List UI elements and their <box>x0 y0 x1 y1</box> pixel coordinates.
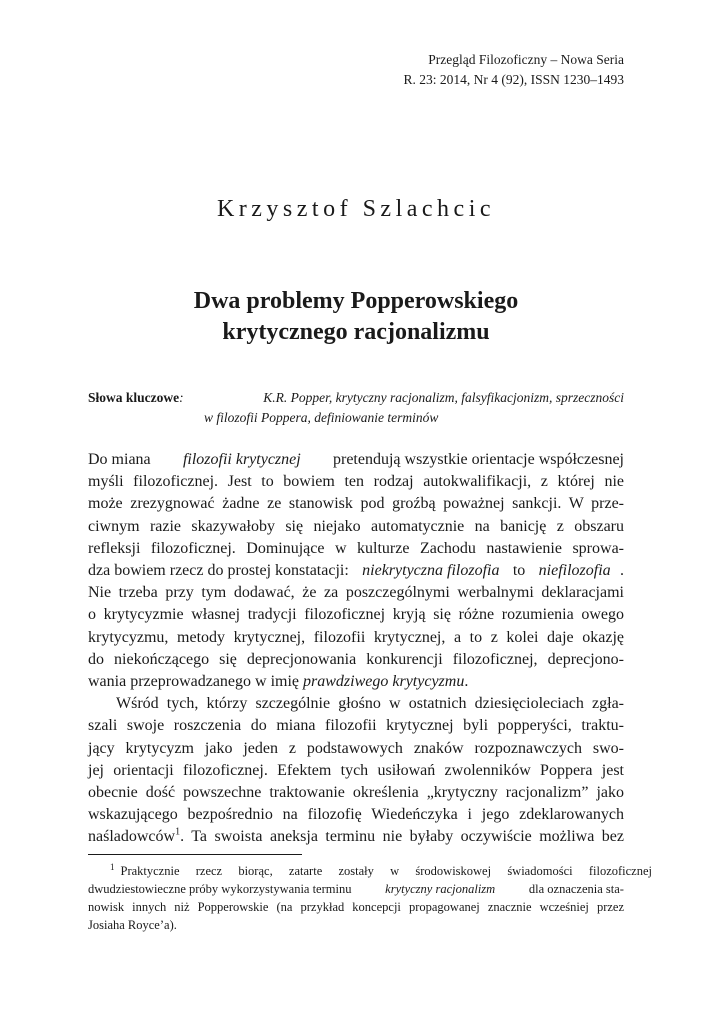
text-with-footnote <box>88 826 180 848</box>
article-title <box>88 286 624 348</box>
text-run: jący krytycyzm jako jeden z podstawowych znaków rozpoznawczych swo- <box>88 739 624 757</box>
text-run: Wśród tych, którzy szczególnie głośno w ostatnich dziesięcioleciach zgła- <box>116 695 624 713</box>
title-line-1: Dwa problemy Popperowskiego <box>193 288 519 314</box>
text-run: naśladowców <box>88 828 176 846</box>
body-line <box>88 560 624 582</box>
body-line <box>88 715 624 737</box>
text-run: Do miana <box>88 451 155 468</box>
footnote-text: dwudziestowieczne próby wykorzystywania terminu <box>88 882 355 896</box>
keywords-label: Słowa kluczowe <box>88 390 180 405</box>
body-line <box>88 582 624 604</box>
text-run: refleksji filozoficznej. Dominujące w kulturze Zachodu nastawienie sprowa- <box>88 539 624 557</box>
article-page <box>88 0 652 1024</box>
text-run: . Ta swoista aneksja terminu nie byłaby oczywiście możliwa bez <box>180 828 624 846</box>
text-run: pretendują wszystkie orientacje współczesnej <box>329 451 624 468</box>
footnote-line <box>88 916 624 934</box>
body-line <box>88 649 624 671</box>
footnote-line <box>88 898 624 916</box>
body-line <box>88 538 624 560</box>
italic-run: niekrytyczna filozofia <box>362 562 500 580</box>
footnote-line <box>88 861 652 880</box>
body-line <box>88 604 624 626</box>
text-run: szali swoje roszczenia do miana filozofii krytycznej byli popperyści, traktu- <box>88 717 624 735</box>
journal-volume: R. 23: 2014, Nr 4 (92), ISSN 1230–1493 <box>403 72 624 87</box>
keywords-colon: : <box>179 390 184 405</box>
body-line <box>88 671 624 693</box>
text-run: jej orientacji filozoficznej. Efektem tych usiłowań zwolenników Poppera jest <box>88 761 624 779</box>
paragraph-1 <box>88 449 624 693</box>
footnote-rule <box>88 854 302 855</box>
text-run: obecnie dość powszechne traktowanie określenia „krytyczny racjonalizm” jako <box>88 784 624 802</box>
text-run: może zrezygnować żadne ze stanowisk pod groźbą poważnej sankcji. W prze- <box>88 495 624 513</box>
text-run: . <box>464 673 469 691</box>
keywords-block <box>88 388 624 428</box>
keywords-text-2: w filozofii Poppera, definiowanie terminów <box>204 410 439 425</box>
italic-run: niefilozofia <box>538 562 611 580</box>
text-run: ciwnym razie skazywałoby się niejako automatycznie na banicję z obszaru <box>88 517 624 535</box>
text-run: to <box>508 562 530 580</box>
text-run: o krytycyzmie własnej tradycji filozoficznej kryją się różne rozumienia owego <box>88 606 624 624</box>
footnote-text: Praktycznie rzecz biorąc, zatarte zostały w środowiskowej świadomości filozoficznej <box>120 864 652 878</box>
footnote-italic: krytyczny racjonalizm <box>385 882 496 896</box>
paragraph-2 <box>88 693 624 848</box>
journal-name: Przegląd Filozoficzny – Nowa Seria <box>428 52 624 67</box>
keywords-text-1: K.R. Popper, krytyczny racjonalizm, falsyfikacjonizm, sprzeczności <box>263 390 624 405</box>
body-line <box>88 738 624 760</box>
text-run: wania przeprowadzanego w imię <box>88 673 304 691</box>
body-line <box>88 471 624 493</box>
body-line <box>88 693 624 715</box>
footnote-text: dla oznaczenia sta- <box>525 882 624 896</box>
article-body <box>88 449 624 849</box>
body-line <box>88 493 624 515</box>
keywords-line-1 <box>88 388 624 408</box>
text-run: wskazującego bezpośrednio na filozofię Wiedeńczyka i jego zdeklarowanych <box>88 806 624 824</box>
footnote-line <box>88 880 624 898</box>
footnote-text: nowisk innych niż Popperowskie (na przykład koncepcji propagowanej znacznie wcześniej przez <box>88 900 624 914</box>
body-line <box>88 516 624 538</box>
body-line <box>88 449 624 471</box>
footnote-ref[interactable]: 1 <box>175 827 181 839</box>
italic-run: prawdziwego krytycyzmu <box>303 673 465 691</box>
footnote-1 <box>88 861 652 934</box>
body-line <box>88 826 624 848</box>
text-run: dza bowiem rzecz do prostej konstatacji: <box>88 562 353 580</box>
body-line <box>88 760 624 782</box>
title-line-2: krytycznego racjonalizmu <box>222 319 490 345</box>
body-line <box>88 627 624 649</box>
journal-header <box>403 50 624 90</box>
text-run: myśli filozoficznej. Jest to bowiem ten rodzaj autokwalifikacji, z której nie <box>88 473 624 491</box>
text-run: . <box>620 562 624 580</box>
footnote-text: Josiaha Royce’a). <box>88 918 177 932</box>
author-name: Krzysztof Szlachcic <box>216 196 496 222</box>
italic-run: filozofii krytycznej <box>182 451 301 468</box>
footnote-number: 1 <box>110 861 115 872</box>
text-run: do niekończącego się deprecjonowania konkurencji filozoficznej, deprecjono- <box>88 650 624 668</box>
text-run: krytycyzmu, metody krytycznej, filozofii krytycznej, a to z kolei daje okazję <box>88 628 624 646</box>
body-line <box>88 804 624 826</box>
text-run: Nie trzeba przy tym dodawać, że za poszczególnymi werbalnymi deklaracjami <box>88 584 624 602</box>
body-line <box>88 782 624 804</box>
